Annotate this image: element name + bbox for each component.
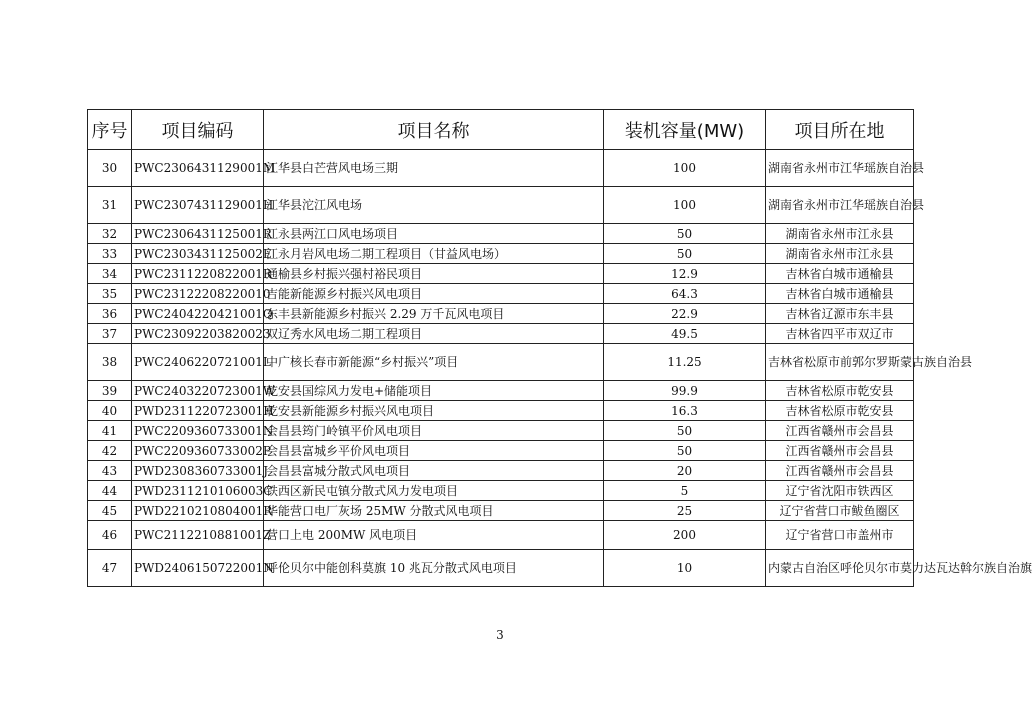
cell-location: 吉林省松原市前郭尔罗斯蒙古族自治县 [766, 344, 914, 381]
cell-code: PWC2311220822001R [132, 264, 264, 284]
cell-capacity: 22.9 [604, 304, 766, 324]
cell-code: PWC2209360733002P [132, 441, 264, 461]
cell-capacity: 100 [604, 187, 766, 224]
cell-seq: 39 [88, 381, 132, 401]
cell-name: 双辽秀水风电场二期工程项目 [264, 324, 604, 344]
cell-capacity: 50 [604, 244, 766, 264]
cell-name: 江永月岩风电场二期工程项目（甘益风电场） [264, 244, 604, 264]
cell-location: 江西省赣州市会昌县 [766, 441, 914, 461]
cell-location: 江西省赣州市会昌县 [766, 421, 914, 441]
cell-location: 吉林省白城市通榆县 [766, 264, 914, 284]
cell-code: PWC23122208220010 [132, 284, 264, 304]
page-number: 3 [496, 628, 504, 642]
cell-seq: 40 [88, 401, 132, 421]
cell-name: 江华县白芒营风电场三期 [264, 150, 604, 187]
cell-seq: 31 [88, 187, 132, 224]
cell-code: PWC2306431125001R [132, 224, 264, 244]
project-table [87, 109, 1032, 587]
cell-name: 江永县两江口风电场项目 [264, 224, 604, 244]
table-header [88, 110, 914, 150]
table-row [88, 461, 914, 481]
cell-capacity: 25 [604, 501, 766, 521]
table-row [88, 244, 914, 264]
cell-seq: 43 [88, 461, 132, 481]
cell-seq: 46 [88, 521, 132, 550]
table-row [88, 187, 914, 224]
cell-location: 辽宁省营口市鲅鱼圈区 [766, 501, 914, 521]
cell-capacity: 20 [604, 461, 766, 481]
cell-location: 湖南省永州市江华瑶族自治县 [766, 187, 914, 224]
header-name: 项目名称 [264, 110, 604, 150]
cell-code: PWD2210210804001R [132, 501, 264, 521]
cell-code: PWC2303431125002E [132, 244, 264, 264]
cell-location: 吉林省四平市双辽市 [766, 324, 914, 344]
cell-capacity: 11.25 [604, 344, 766, 381]
table-row [88, 284, 914, 304]
cell-seq: 32 [88, 224, 132, 244]
cell-seq: 36 [88, 304, 132, 324]
cell-name: 会昌县筠门岭镇平价风电项目 [264, 421, 604, 441]
table-row [88, 381, 914, 401]
cell-name: 会昌县富城乡平价风电项目 [264, 441, 604, 461]
cell-name: 乾安县新能源乡村振兴风电项目 [264, 401, 604, 421]
cell-seq: 33 [88, 244, 132, 264]
header-capacity: 装机容量(MW) [604, 110, 766, 150]
table-body [88, 150, 1032, 587]
cell-location: 吉林省辽源市东丰县 [766, 304, 914, 324]
header-seq: 序号 [88, 110, 132, 150]
table-row [88, 344, 914, 381]
cell-capacity: 50 [604, 224, 766, 244]
cell-name: 通榆县乡村振兴强村裕民项目 [264, 264, 604, 284]
cell-name: 会昌县富城分散式风电项目 [264, 461, 604, 481]
cell-name: 华能营口电厂灰场 25MW 分散式风电项目 [264, 501, 604, 521]
cell-code: PWD2406150722001N [132, 550, 264, 587]
cell-name: 东丰县新能源乡村振兴 2.29 万千瓦风电项目 [264, 304, 604, 324]
cell-location: 辽宁省沈阳市铁西区 [766, 481, 914, 501]
cell-location: 江西省赣州市会昌县 [766, 461, 914, 481]
header-code: 项目编码 [132, 110, 264, 150]
cell-capacity: 200 [604, 521, 766, 550]
table-row [88, 550, 914, 587]
cell-code: PWD2311210106003C [132, 481, 264, 501]
table-row [88, 441, 914, 461]
cell-seq: 37 [88, 324, 132, 344]
cell-code: PWC2209360733001N [132, 421, 264, 441]
cell-seq: 34 [88, 264, 132, 284]
cell-name: 吉能新能源乡村振兴风电项目 [264, 284, 604, 304]
cell-seq: 35 [88, 284, 132, 304]
cell-name: 营口上电 200MW 风电项目 [264, 521, 604, 550]
table-row [88, 324, 914, 344]
cell-capacity: 99.9 [604, 381, 766, 401]
cell-capacity: 10 [604, 550, 766, 587]
cell-seq: 30 [88, 150, 132, 187]
cell-seq: 41 [88, 421, 132, 441]
cell-location: 内蒙古自治区呼伦贝尔市莫力达瓦达斡尔族自治旗 [766, 550, 914, 587]
table-row [88, 481, 914, 501]
cell-capacity: 12.9 [604, 264, 766, 284]
cell-location: 湖南省永州市江永县 [766, 224, 914, 244]
table-row [88, 521, 914, 550]
cell-capacity: 50 [604, 441, 766, 461]
cell-code: PWC2307431129001H [132, 187, 264, 224]
table-row [88, 150, 914, 187]
table-row [88, 421, 914, 441]
cell-name: 中广核长春市新能源“乡村振兴”项目 [264, 344, 604, 381]
cell-code: PWD2308360733001J [132, 461, 264, 481]
cell-capacity: 100 [604, 150, 766, 187]
cell-code: PWC2404220421001Q [132, 304, 264, 324]
table-row [88, 264, 914, 284]
cell-code: PWC23092203820023 [132, 324, 264, 344]
cell-capacity: 64.3 [604, 284, 766, 304]
cell-location: 吉林省松原市乾安县 [766, 401, 914, 421]
cell-name: 铁西区新民屯镇分散式风力发电项目 [264, 481, 604, 501]
cell-location: 辽宁省营口市盖州市 [766, 521, 914, 550]
cell-location: 湖南省永州市江永县 [766, 244, 914, 264]
cell-capacity: 49.5 [604, 324, 766, 344]
cell-code: PWC2406220721001L [132, 344, 264, 381]
cell-capacity: 16.3 [604, 401, 766, 421]
table-row [88, 304, 914, 324]
cell-code: PWC2403220723001W [132, 381, 264, 401]
cell-seq: 38 [88, 344, 132, 381]
cell-seq: 45 [88, 501, 132, 521]
cell-capacity: 50 [604, 421, 766, 441]
cell-code: PWC2112210881001Z [132, 521, 264, 550]
cell-name: 江华县沱江风电场 [264, 187, 604, 224]
cell-name: 乾安县国综风力发电+储能项目 [264, 381, 604, 401]
cell-name: 呼伦贝尔中能创科莫旗 10 兆瓦分散式风电项目 [264, 550, 604, 587]
header-row [88, 110, 914, 150]
cell-location: 吉林省松原市乾安县 [766, 381, 914, 401]
cell-seq: 42 [88, 441, 132, 461]
cell-location: 吉林省白城市通榆县 [766, 284, 914, 304]
table-row [88, 401, 914, 421]
table-row [88, 224, 914, 244]
table-row [88, 501, 914, 521]
cell-code: PWC2306431129001M [132, 150, 264, 187]
cell-seq: 47 [88, 550, 132, 587]
header-location: 项目所在地 [766, 110, 914, 150]
cell-seq: 44 [88, 481, 132, 501]
cell-code: PWD2311220723001H [132, 401, 264, 421]
cell-capacity: 5 [604, 481, 766, 501]
cell-location: 湖南省永州市江华瑶族自治县 [766, 150, 914, 187]
